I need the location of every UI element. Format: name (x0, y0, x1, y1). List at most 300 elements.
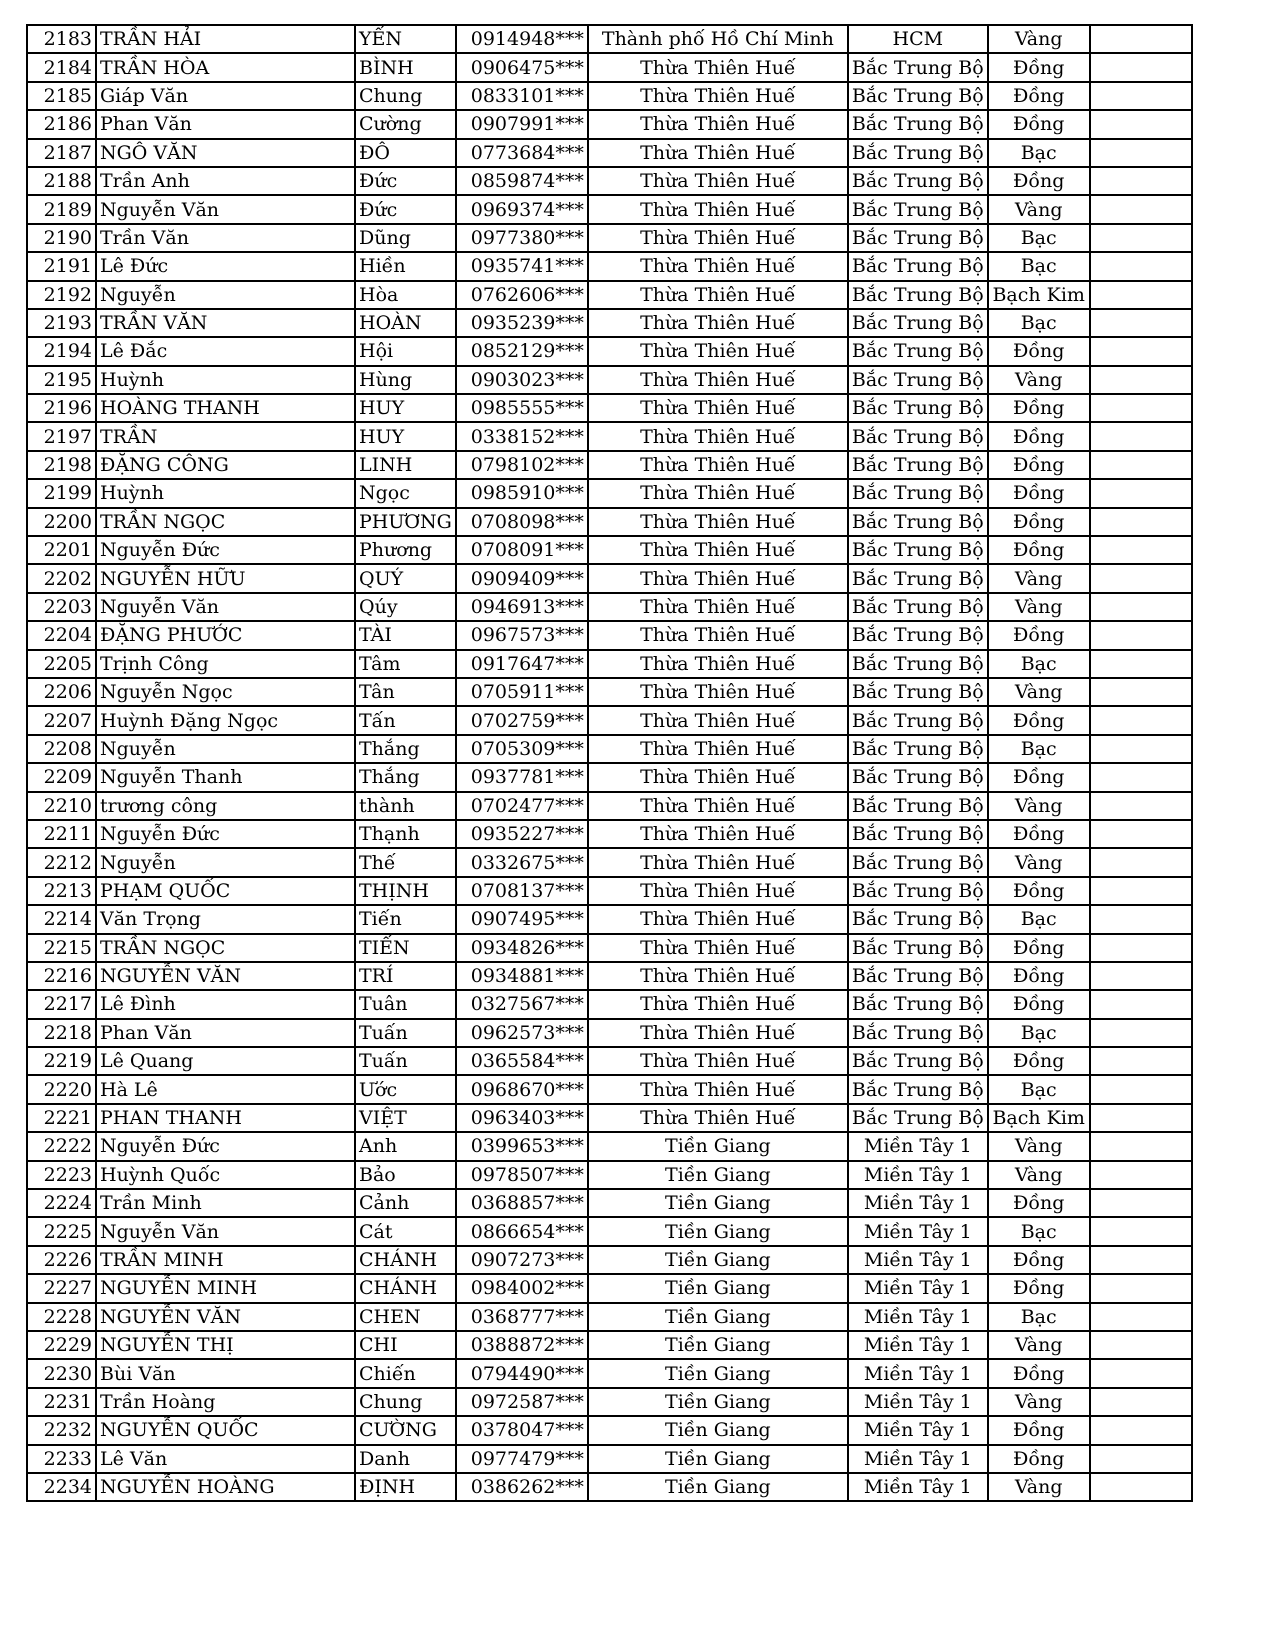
region-cell: Bắc Trung Bộ (848, 820, 988, 848)
last-middle-name-cell: TRẦN MINH (96, 1246, 355, 1274)
tier-cell: Đồng (988, 82, 1090, 110)
province-cell: Thừa Thiên Huế (588, 593, 848, 621)
last-middle-name-cell: Lê Đình (96, 990, 355, 1018)
region-cell: Bắc Trung Bộ (848, 195, 988, 223)
table-row (27, 962, 1192, 990)
phone-cell: 0978507*** (456, 1161, 588, 1189)
first-name-cell: Hiền (355, 252, 456, 280)
phone-cell: 0327567*** (456, 990, 588, 1018)
tier-cell: Đồng (988, 990, 1090, 1018)
row-number-cell: 2202 (27, 564, 96, 592)
phone-cell: 0934881*** (456, 962, 588, 990)
province-cell: Thừa Thiên Huế (588, 195, 848, 223)
row-number-cell: 2205 (27, 650, 96, 678)
row-number-cell: 2186 (27, 110, 96, 138)
row-number-cell: 2214 (27, 905, 96, 933)
row-number-cell: 2217 (27, 990, 96, 1018)
row-number-cell: 2225 (27, 1217, 96, 1245)
tier-cell: Đồng (988, 763, 1090, 791)
row-number-cell: 2213 (27, 877, 96, 905)
first-name-cell: Ngọc (355, 479, 456, 507)
phone-cell: 0907495*** (456, 905, 588, 933)
empty-note-cell (1090, 1303, 1192, 1331)
empty-note-cell (1090, 252, 1192, 280)
empty-note-cell (1090, 792, 1192, 820)
region-cell: Miền Tây 1 (848, 1416, 988, 1444)
region-cell: Miền Tây 1 (848, 1388, 988, 1416)
table-row (27, 1359, 1192, 1387)
row-number-cell: 2183 (27, 25, 96, 53)
tier-cell: Vàng (988, 195, 1090, 223)
row-number-cell: 2206 (27, 678, 96, 706)
phone-cell: 0963403*** (456, 1104, 588, 1132)
first-name-cell: Danh (355, 1445, 456, 1473)
region-cell: Bắc Trung Bộ (848, 706, 988, 734)
last-middle-name-cell: NGUYỄN VĂN (96, 1303, 355, 1331)
region-cell: Bắc Trung Bộ (848, 139, 988, 167)
row-number-cell: 2200 (27, 508, 96, 536)
phone-cell: 0866654*** (456, 1217, 588, 1245)
region-cell: Bắc Trung Bộ (848, 53, 988, 81)
row-number-cell: 2197 (27, 422, 96, 450)
first-name-cell: Cảnh (355, 1189, 456, 1217)
region-cell: Bắc Trung Bộ (848, 990, 988, 1018)
tier-cell: Đồng (988, 1246, 1090, 1274)
region-cell: Bắc Trung Bộ (848, 678, 988, 706)
province-cell: Thừa Thiên Huế (588, 735, 848, 763)
phone-cell: 0968670*** (456, 1075, 588, 1103)
tier-cell: Đồng (988, 1416, 1090, 1444)
phone-cell: 0935227*** (456, 820, 588, 848)
last-middle-name-cell: Trần Văn (96, 224, 355, 252)
phone-cell: 0935239*** (456, 309, 588, 337)
region-cell: Miền Tây 1 (848, 1473, 988, 1501)
table-row (27, 1104, 1192, 1132)
province-cell: Thừa Thiên Huế (588, 650, 848, 678)
table-row (27, 934, 1192, 962)
region-cell: Miền Tây 1 (848, 1246, 988, 1274)
empty-note-cell (1090, 281, 1192, 309)
table-row (27, 1047, 1192, 1075)
region-cell: Miền Tây 1 (848, 1217, 988, 1245)
tier-cell: Đồng (988, 479, 1090, 507)
empty-note-cell (1090, 1132, 1192, 1160)
empty-note-cell (1090, 508, 1192, 536)
last-middle-name-cell: NGUYỄN MINH (96, 1274, 355, 1302)
province-cell: Thừa Thiên Huế (588, 792, 848, 820)
last-middle-name-cell: NGÔ VĂN (96, 139, 355, 167)
province-cell: Tiền Giang (588, 1359, 848, 1387)
table-row (27, 1303, 1192, 1331)
empty-note-cell (1090, 621, 1192, 649)
phone-cell: 0378047*** (456, 1416, 588, 1444)
empty-note-cell (1090, 1075, 1192, 1103)
phone-cell: 0917647*** (456, 650, 588, 678)
last-middle-name-cell: Trịnh Công (96, 650, 355, 678)
tier-cell: Đồng (988, 508, 1090, 536)
province-cell: Thừa Thiên Huế (588, 1075, 848, 1103)
empty-note-cell (1090, 479, 1192, 507)
first-name-cell: ĐỊNH (355, 1473, 456, 1501)
tier-cell: Đồng (988, 877, 1090, 905)
row-number-cell: 2188 (27, 167, 96, 195)
table-row (27, 792, 1192, 820)
phone-cell: 0909409*** (456, 564, 588, 592)
empty-note-cell (1090, 1359, 1192, 1387)
region-cell: Bắc Trung Bộ (848, 621, 988, 649)
empty-note-cell (1090, 1331, 1192, 1359)
phone-cell: 0399653*** (456, 1132, 588, 1160)
last-middle-name-cell: TRẦN NGỌC (96, 508, 355, 536)
first-name-cell: Cường (355, 110, 456, 138)
province-cell: Thành phố Hồ Chí Minh (588, 25, 848, 53)
region-cell: Bắc Trung Bộ (848, 1075, 988, 1103)
province-cell: Thừa Thiên Huế (588, 508, 848, 536)
province-cell: Tiền Giang (588, 1473, 848, 1501)
first-name-cell: THỊNH (355, 877, 456, 905)
row-number-cell: 2212 (27, 848, 96, 876)
table-row (27, 877, 1192, 905)
empty-note-cell (1090, 1019, 1192, 1047)
region-cell: Bắc Trung Bộ (848, 281, 988, 309)
first-name-cell: Tân (355, 678, 456, 706)
table-row (27, 1246, 1192, 1274)
region-cell: Bắc Trung Bộ (848, 536, 988, 564)
last-middle-name-cell: Lê Đức (96, 252, 355, 280)
last-middle-name-cell: TRẦN NGỌC (96, 934, 355, 962)
first-name-cell: Hùng (355, 366, 456, 394)
region-cell: Miền Tây 1 (848, 1274, 988, 1302)
table-row (27, 82, 1192, 110)
province-cell: Thừa Thiên Huế (588, 394, 848, 422)
table-row (27, 1132, 1192, 1160)
last-middle-name-cell: Nguyễn Đức (96, 536, 355, 564)
tier-cell: Bạc (988, 1019, 1090, 1047)
tier-cell: Vàng (988, 1161, 1090, 1189)
tier-cell: Đồng (988, 422, 1090, 450)
tier-cell: Bạc (988, 905, 1090, 933)
row-number-cell: 2199 (27, 479, 96, 507)
table-row (27, 564, 1192, 592)
first-name-cell: Phương (355, 536, 456, 564)
region-cell: Bắc Trung Bộ (848, 167, 988, 195)
region-cell: Bắc Trung Bộ (848, 252, 988, 280)
table-row (27, 1388, 1192, 1416)
phone-cell: 0794490*** (456, 1359, 588, 1387)
empty-note-cell (1090, 848, 1192, 876)
first-name-cell: CHI (355, 1331, 456, 1359)
last-middle-name-cell: Nguyễn Thanh (96, 763, 355, 791)
last-middle-name-cell: PHAN THANH (96, 1104, 355, 1132)
first-name-cell: TIẾN (355, 934, 456, 962)
province-cell: Thừa Thiên Huế (588, 1047, 848, 1075)
table-row (27, 706, 1192, 734)
tier-cell: Bạc (988, 735, 1090, 763)
last-middle-name-cell: Nguyễn (96, 281, 355, 309)
row-number-cell: 2210 (27, 792, 96, 820)
first-name-cell: HUY (355, 394, 456, 422)
phone-cell: 0985910*** (456, 479, 588, 507)
table-row (27, 820, 1192, 848)
last-middle-name-cell: Hà Lê (96, 1075, 355, 1103)
region-cell: Miền Tây 1 (848, 1189, 988, 1217)
province-cell: Thừa Thiên Huế (588, 1104, 848, 1132)
region-cell: Miền Tây 1 (848, 1445, 988, 1473)
last-middle-name-cell: Phan Văn (96, 1019, 355, 1047)
phone-cell: 0934826*** (456, 934, 588, 962)
phone-cell: 0972587*** (456, 1388, 588, 1416)
table-row (27, 479, 1192, 507)
empty-note-cell (1090, 564, 1192, 592)
first-name-cell: Thắng (355, 763, 456, 791)
row-number-cell: 2218 (27, 1019, 96, 1047)
first-name-cell: HUY (355, 422, 456, 450)
tier-cell: Bạc (988, 139, 1090, 167)
region-cell: Miền Tây 1 (848, 1359, 988, 1387)
row-number-cell: 2229 (27, 1331, 96, 1359)
table-row (27, 763, 1192, 791)
province-cell: Thừa Thiên Huế (588, 905, 848, 933)
tier-cell: Vàng (988, 1132, 1090, 1160)
row-number-cell: 2226 (27, 1246, 96, 1274)
tier-cell: Bạc (988, 650, 1090, 678)
row-number-cell: 2216 (27, 962, 96, 990)
tier-cell: Bạc (988, 1303, 1090, 1331)
last-middle-name-cell: Huỳnh (96, 479, 355, 507)
tier-cell: Vàng (988, 593, 1090, 621)
row-number-cell: 2189 (27, 195, 96, 223)
tier-cell: Bạc (988, 1217, 1090, 1245)
empty-note-cell (1090, 1217, 1192, 1245)
first-name-cell: Dũng (355, 224, 456, 252)
first-name-cell: VIỆT (355, 1104, 456, 1132)
first-name-cell: Hội (355, 337, 456, 365)
province-cell: Thừa Thiên Huế (588, 962, 848, 990)
province-cell: Thừa Thiên Huế (588, 366, 848, 394)
table-row (27, 309, 1192, 337)
phone-cell: 0969374*** (456, 195, 588, 223)
phone-cell: 0914948*** (456, 25, 588, 53)
province-cell: Thừa Thiên Huế (588, 139, 848, 167)
tier-cell: Vàng (988, 792, 1090, 820)
region-cell: Miền Tây 1 (848, 1132, 988, 1160)
phone-cell: 0962573*** (456, 1019, 588, 1047)
first-name-cell: Chung (355, 1388, 456, 1416)
table-row (27, 1075, 1192, 1103)
tier-cell: Bạch Kim (988, 1104, 1090, 1132)
first-name-cell: TÀI (355, 621, 456, 649)
phone-cell: 0907991*** (456, 110, 588, 138)
last-middle-name-cell: Huỳnh Đặng Ngọc (96, 706, 355, 734)
phone-cell: 0338152*** (456, 422, 588, 450)
row-number-cell: 2223 (27, 1161, 96, 1189)
province-cell: Thừa Thiên Huế (588, 479, 848, 507)
table-row (27, 536, 1192, 564)
phone-cell: 0903023*** (456, 366, 588, 394)
empty-note-cell (1090, 337, 1192, 365)
phone-cell: 0386262*** (456, 1473, 588, 1501)
empty-note-cell (1090, 536, 1192, 564)
row-number-cell: 2209 (27, 763, 96, 791)
empty-note-cell (1090, 366, 1192, 394)
table-row (27, 848, 1192, 876)
row-number-cell: 2194 (27, 337, 96, 365)
row-number-cell: 2208 (27, 735, 96, 763)
row-number-cell: 2220 (27, 1075, 96, 1103)
empty-note-cell (1090, 1161, 1192, 1189)
tier-cell: Vàng (988, 1473, 1090, 1501)
first-name-cell: Tấn (355, 706, 456, 734)
tier-cell: Đồng (988, 1189, 1090, 1217)
table-row (27, 678, 1192, 706)
empty-note-cell (1090, 820, 1192, 848)
tier-cell: Vàng (988, 1388, 1090, 1416)
tier-cell: Đồng (988, 110, 1090, 138)
last-middle-name-cell: Nguyễn Văn (96, 593, 355, 621)
province-cell: Thừa Thiên Huế (588, 990, 848, 1018)
table-row (27, 1161, 1192, 1189)
province-cell: Thừa Thiên Huế (588, 678, 848, 706)
province-cell: Tiền Giang (588, 1445, 848, 1473)
first-name-cell: Qúy (355, 593, 456, 621)
empty-note-cell (1090, 1416, 1192, 1444)
phone-cell: 0708098*** (456, 508, 588, 536)
province-cell: Thừa Thiên Huế (588, 451, 848, 479)
table-row (27, 1189, 1192, 1217)
table-row (27, 508, 1192, 536)
tier-cell: Vàng (988, 678, 1090, 706)
region-cell: Bắc Trung Bộ (848, 110, 988, 138)
row-number-cell: 2224 (27, 1189, 96, 1217)
first-name-cell: BÌNH (355, 53, 456, 81)
province-cell: Thừa Thiên Huế (588, 110, 848, 138)
participant-table (26, 24, 1193, 1502)
phone-cell: 0368857*** (456, 1189, 588, 1217)
phone-cell: 0967573*** (456, 621, 588, 649)
last-middle-name-cell: Phan Văn (96, 110, 355, 138)
last-middle-name-cell: Nguyễn Văn (96, 195, 355, 223)
province-cell: Thừa Thiên Huế (588, 53, 848, 81)
empty-note-cell (1090, 962, 1192, 990)
table-row (27, 25, 1192, 53)
last-middle-name-cell: Nguyễn Đức (96, 1132, 355, 1160)
first-name-cell: ĐÔ (355, 139, 456, 167)
phone-cell: 0833101*** (456, 82, 588, 110)
first-name-cell: LINH (355, 451, 456, 479)
first-name-cell: Đức (355, 167, 456, 195)
table-body (27, 25, 1192, 1501)
row-number-cell: 2219 (27, 1047, 96, 1075)
phone-cell: 0388872*** (456, 1331, 588, 1359)
first-name-cell: Hòa (355, 281, 456, 309)
last-middle-name-cell: NGUYỄN HỮU (96, 564, 355, 592)
empty-note-cell (1090, 82, 1192, 110)
province-cell: Tiền Giang (588, 1274, 848, 1302)
tier-cell: Đồng (988, 167, 1090, 195)
empty-note-cell (1090, 877, 1192, 905)
province-cell: Thừa Thiên Huế (588, 536, 848, 564)
row-number-cell: 2187 (27, 139, 96, 167)
phone-cell: 0984002*** (456, 1274, 588, 1302)
region-cell: Bắc Trung Bộ (848, 224, 988, 252)
phone-cell: 0705911*** (456, 678, 588, 706)
table-row (27, 735, 1192, 763)
region-cell: Bắc Trung Bộ (848, 877, 988, 905)
last-middle-name-cell: Bùi Văn (96, 1359, 355, 1387)
region-cell: Bắc Trung Bộ (848, 650, 988, 678)
tier-cell: Vàng (988, 366, 1090, 394)
row-number-cell: 2190 (27, 224, 96, 252)
empty-note-cell (1090, 678, 1192, 706)
region-cell: Bắc Trung Bộ (848, 337, 988, 365)
province-cell: Thừa Thiên Huế (588, 1019, 848, 1047)
tier-cell: Đồng (988, 394, 1090, 422)
tier-cell: Đồng (988, 451, 1090, 479)
table-row (27, 167, 1192, 195)
region-cell: Bắc Trung Bộ (848, 82, 988, 110)
empty-note-cell (1090, 1189, 1192, 1217)
tier-cell: Bạc (988, 224, 1090, 252)
region-cell: Bắc Trung Bộ (848, 508, 988, 536)
province-cell: Thừa Thiên Huế (588, 848, 848, 876)
phone-cell: 0702759*** (456, 706, 588, 734)
phone-cell: 0907273*** (456, 1246, 588, 1274)
table-row (27, 990, 1192, 1018)
tier-cell: Đồng (988, 1274, 1090, 1302)
empty-note-cell (1090, 905, 1192, 933)
province-cell: Thừa Thiên Huế (588, 621, 848, 649)
region-cell: Bắc Trung Bộ (848, 479, 988, 507)
region-cell: Miền Tây 1 (848, 1303, 988, 1331)
phone-cell: 0708091*** (456, 536, 588, 564)
province-cell: Thừa Thiên Huế (588, 706, 848, 734)
tier-cell: Đồng (988, 820, 1090, 848)
first-name-cell: Thắng (355, 735, 456, 763)
tier-cell: Đồng (988, 1359, 1090, 1387)
phone-cell: 0906475*** (456, 53, 588, 81)
last-middle-name-cell: NGUYỄN THỊ (96, 1331, 355, 1359)
row-number-cell: 2234 (27, 1473, 96, 1501)
row-number-cell: 2232 (27, 1416, 96, 1444)
empty-note-cell (1090, 990, 1192, 1018)
last-middle-name-cell: NGUYỄN VĂN (96, 962, 355, 990)
phone-cell: 0977479*** (456, 1445, 588, 1473)
region-cell: Bắc Trung Bộ (848, 934, 988, 962)
tier-cell: Đồng (988, 962, 1090, 990)
table-row (27, 1019, 1192, 1047)
tier-cell: Vàng (988, 1331, 1090, 1359)
first-name-cell: CƯỜNG (355, 1416, 456, 1444)
first-name-cell: Chiến (355, 1359, 456, 1387)
tier-cell: Vàng (988, 848, 1090, 876)
first-name-cell: CHEN (355, 1303, 456, 1331)
empty-note-cell (1090, 934, 1192, 962)
table-row (27, 1416, 1192, 1444)
row-number-cell: 2228 (27, 1303, 96, 1331)
last-middle-name-cell: trương công (96, 792, 355, 820)
tier-cell: Bạc (988, 309, 1090, 337)
phone-cell: 0985555*** (456, 394, 588, 422)
phone-cell: 0708137*** (456, 877, 588, 905)
first-name-cell: Tâm (355, 650, 456, 678)
region-cell: Bắc Trung Bộ (848, 564, 988, 592)
table-row (27, 337, 1192, 365)
region-cell: Bắc Trung Bộ (848, 848, 988, 876)
empty-note-cell (1090, 224, 1192, 252)
table-row (27, 139, 1192, 167)
table-row (27, 1274, 1192, 1302)
row-number-cell: 2203 (27, 593, 96, 621)
